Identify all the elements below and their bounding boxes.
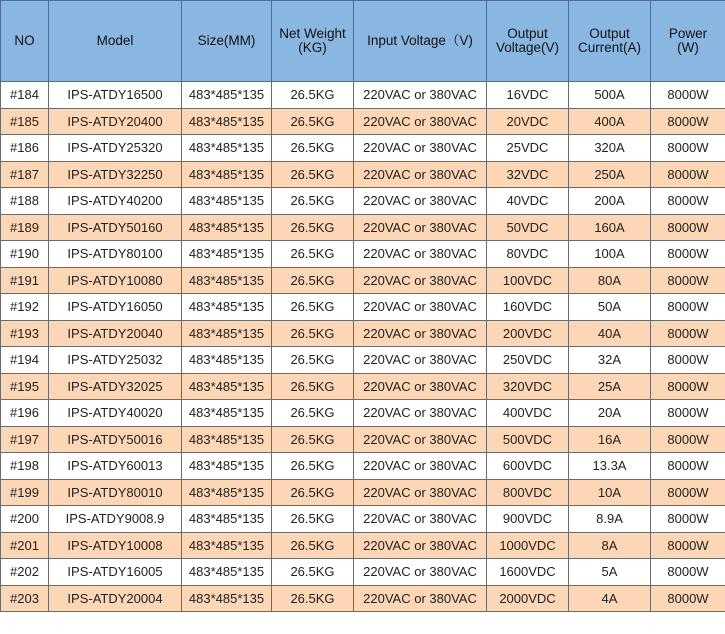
cell-model: IPS-ATDY20040: [49, 320, 182, 347]
cell-output-voltage: 16VDC: [487, 82, 569, 109]
cell-size: 483*485*135: [182, 532, 272, 559]
table-header-row: [1, 1, 725, 82]
cell-no: #193: [1, 320, 49, 347]
cell-output-current: 32A: [569, 347, 651, 374]
cell-power: 8000W: [651, 161, 725, 188]
cell-output-voltage: 25VDC: [487, 135, 569, 162]
header-model: [49, 1, 182, 82]
cell-input-voltage: 220VAC or 380VAC: [354, 294, 487, 321]
cell-output-voltage: 200VDC: [487, 320, 569, 347]
cell-output-current: 5A: [569, 559, 651, 586]
cell-model: IPS-ATDY25032: [49, 347, 182, 374]
cell-input-voltage: 220VAC or 380VAC: [354, 479, 487, 506]
table-row: [1, 320, 725, 347]
cell-no: #194: [1, 347, 49, 374]
cell-model: IPS-ATDY50016: [49, 426, 182, 453]
cell-power: 8000W: [651, 479, 725, 506]
cell-model: IPS-ATDY32250: [49, 161, 182, 188]
cell-output-current: 4A: [569, 585, 651, 612]
cell-input-voltage: 220VAC or 380VAC: [354, 267, 487, 294]
cell-output-voltage: 320VDC: [487, 373, 569, 400]
cell-net-weight: 26.5KG: [272, 108, 354, 135]
table-row: [1, 214, 725, 241]
cell-no: #197: [1, 426, 49, 453]
table-row: [1, 294, 725, 321]
cell-model: IPS-ATDY60013: [49, 453, 182, 480]
cell-net-weight: 26.5KG: [272, 82, 354, 109]
cell-no: #203: [1, 585, 49, 612]
cell-power: 8000W: [651, 585, 725, 612]
cell-size: 483*485*135: [182, 82, 272, 109]
cell-output-current: 250A: [569, 161, 651, 188]
cell-input-voltage: 220VAC or 380VAC: [354, 108, 487, 135]
cell-no: #201: [1, 532, 49, 559]
table-row: [1, 108, 725, 135]
cell-model: IPS-ATDY20004: [49, 585, 182, 612]
cell-power: 8000W: [651, 426, 725, 453]
cell-size: 483*485*135: [182, 559, 272, 586]
cell-size: 483*485*135: [182, 400, 272, 427]
cell-input-voltage: 220VAC or 380VAC: [354, 347, 487, 374]
cell-model: IPS-ATDY25320: [49, 135, 182, 162]
header-output-voltage-line-1: Output: [507, 26, 548, 41]
cell-input-voltage: 220VAC or 380VAC: [354, 82, 487, 109]
cell-output-voltage: 100VDC: [487, 267, 569, 294]
cell-size: 483*485*135: [182, 453, 272, 480]
cell-power: 8000W: [651, 453, 725, 480]
cell-size: 483*485*135: [182, 214, 272, 241]
cell-model: IPS-ATDY9008.9: [49, 506, 182, 533]
cell-output-current: 400A: [569, 108, 651, 135]
cell-output-current: 25A: [569, 373, 651, 400]
table-row: [1, 373, 725, 400]
cell-no: #190: [1, 241, 49, 268]
cell-power: 8000W: [651, 294, 725, 321]
cell-model: IPS-ATDY10008: [49, 532, 182, 559]
cell-net-weight: 26.5KG: [272, 479, 354, 506]
cell-input-voltage: 220VAC or 380VAC: [354, 559, 487, 586]
cell-input-voltage: 220VAC or 380VAC: [354, 135, 487, 162]
cell-power: 8000W: [651, 82, 725, 109]
table-row: [1, 188, 725, 215]
table-row: [1, 347, 725, 374]
table-row: [1, 267, 725, 294]
cell-output-current: 8A: [569, 532, 651, 559]
header-power-line-2: (W): [677, 40, 699, 55]
cell-model: IPS-ATDY16500: [49, 82, 182, 109]
cell-model: IPS-ATDY16005: [49, 559, 182, 586]
cell-output-voltage: 40VDC: [487, 188, 569, 215]
header-no: [1, 1, 49, 82]
cell-no: #191: [1, 267, 49, 294]
cell-net-weight: 26.5KG: [272, 241, 354, 268]
table-row: [1, 453, 725, 480]
cell-no: #200: [1, 506, 49, 533]
cell-output-current: 8.9A: [569, 506, 651, 533]
cell-net-weight: 26.5KG: [272, 188, 354, 215]
header-output-current-line-2: Current(A): [577, 40, 641, 55]
cell-output-voltage: 1600VDC: [487, 559, 569, 586]
cell-output-current: 20A: [569, 400, 651, 427]
cell-size: 483*485*135: [182, 347, 272, 374]
cell-net-weight: 26.5KG: [272, 559, 354, 586]
cell-net-weight: 26.5KG: [272, 453, 354, 480]
table-row: [1, 506, 725, 533]
cell-model: IPS-ATDY40200: [49, 188, 182, 215]
cell-output-current: 500A: [569, 82, 651, 109]
cell-net-weight: 26.5KG: [272, 426, 354, 453]
cell-power: 8000W: [651, 320, 725, 347]
cell-net-weight: 26.5KG: [272, 585, 354, 612]
cell-no: #195: [1, 373, 49, 400]
cell-power: 8000W: [651, 108, 725, 135]
cell-model: IPS-ATDY80010: [49, 479, 182, 506]
cell-input-voltage: 220VAC or 380VAC: [354, 506, 487, 533]
cell-input-voltage: 220VAC or 380VAC: [354, 373, 487, 400]
cell-no: #189: [1, 214, 49, 241]
cell-input-voltage: 220VAC or 380VAC: [354, 161, 487, 188]
header-no-line-1: NO: [14, 33, 35, 48]
cell-power: 8000W: [651, 506, 725, 533]
cell-output-voltage: 1000VDC: [487, 532, 569, 559]
header-power-line-1: Power: [668, 26, 708, 41]
cell-power: 8000W: [651, 241, 725, 268]
cell-output-voltage: 50VDC: [487, 214, 569, 241]
cell-model: IPS-ATDY20400: [49, 108, 182, 135]
cell-no: #192: [1, 294, 49, 321]
cell-input-voltage: 220VAC or 380VAC: [354, 453, 487, 480]
table-row: [1, 400, 725, 427]
table-row: [1, 82, 725, 109]
cell-output-current: 16A: [569, 426, 651, 453]
cell-net-weight: 26.5KG: [272, 267, 354, 294]
cell-size: 483*485*135: [182, 479, 272, 506]
cell-output-current: 100A: [569, 241, 651, 268]
cell-input-voltage: 220VAC or 380VAC: [354, 320, 487, 347]
table-body: [1, 82, 725, 612]
cell-net-weight: 26.5KG: [272, 400, 354, 427]
cell-no: #185: [1, 108, 49, 135]
table-row: [1, 532, 725, 559]
cell-power: 8000W: [651, 347, 725, 374]
table-row: [1, 135, 725, 162]
cell-model: IPS-ATDY80100: [49, 241, 182, 268]
cell-net-weight: 26.5KG: [272, 214, 354, 241]
header-net-weight-line-1: Net Weight: [279, 26, 346, 41]
header-input-voltage: [354, 1, 487, 82]
cell-output-voltage: 600VDC: [487, 453, 569, 480]
cell-output-current: 50A: [569, 294, 651, 321]
cell-no: #196: [1, 400, 49, 427]
header-model-line-1: Model: [96, 33, 134, 48]
cell-input-voltage: 220VAC or 380VAC: [354, 426, 487, 453]
header-output-current-line-1: Output: [589, 26, 630, 41]
cell-output-voltage: 800VDC: [487, 479, 569, 506]
cell-no: #188: [1, 188, 49, 215]
header-output-current: [569, 1, 651, 82]
cell-output-current: 160A: [569, 214, 651, 241]
cell-no: #184: [1, 82, 49, 109]
cell-no: #186: [1, 135, 49, 162]
cell-power: 8000W: [651, 188, 725, 215]
table-row: [1, 426, 725, 453]
header-size-line-1: Size(MM): [197, 33, 256, 48]
cell-net-weight: 26.5KG: [272, 135, 354, 162]
cell-net-weight: 26.5KG: [272, 532, 354, 559]
cell-input-voltage: 220VAC or 380VAC: [354, 585, 487, 612]
header-size: [182, 1, 272, 82]
table-row: [1, 241, 725, 268]
cell-input-voltage: 220VAC or 380VAC: [354, 532, 487, 559]
table-row: [1, 585, 725, 612]
cell-size: 483*485*135: [182, 161, 272, 188]
cell-size: 483*485*135: [182, 320, 272, 347]
cell-model: IPS-ATDY16050: [49, 294, 182, 321]
cell-output-voltage: 80VDC: [487, 241, 569, 268]
cell-no: #199: [1, 479, 49, 506]
cell-output-voltage: 500VDC: [487, 426, 569, 453]
header-power: [651, 1, 725, 82]
cell-power: 8000W: [651, 135, 725, 162]
cell-output-voltage: 900VDC: [487, 506, 569, 533]
table-row: [1, 161, 725, 188]
cell-model: IPS-ATDY32025: [49, 373, 182, 400]
cell-size: 483*485*135: [182, 188, 272, 215]
cell-power: 8000W: [651, 373, 725, 400]
header-input-voltage-line-1: Input Voltage（V): [367, 33, 473, 48]
header-output-voltage-line-2: Voltage(V): [495, 40, 560, 55]
cell-size: 483*485*135: [182, 108, 272, 135]
cell-size: 483*485*135: [182, 585, 272, 612]
cell-output-current: 40A: [569, 320, 651, 347]
cell-net-weight: 26.5KG: [272, 373, 354, 400]
cell-input-voltage: 220VAC or 380VAC: [354, 188, 487, 215]
cell-size: 483*485*135: [182, 267, 272, 294]
cell-output-voltage: 32VDC: [487, 161, 569, 188]
cell-model: IPS-ATDY10080: [49, 267, 182, 294]
header-output-voltage: [487, 1, 569, 82]
cell-input-voltage: 220VAC or 380VAC: [354, 214, 487, 241]
cell-net-weight: 26.5KG: [272, 294, 354, 321]
header-net-weight-line-2: (KG): [298, 40, 327, 55]
cell-size: 483*485*135: [182, 426, 272, 453]
table-row: [1, 559, 725, 586]
cell-size: 483*485*135: [182, 294, 272, 321]
cell-output-voltage: 20VDC: [487, 108, 569, 135]
header-net-weight: [272, 1, 354, 82]
cell-size: 483*485*135: [182, 506, 272, 533]
cell-size: 483*485*135: [182, 135, 272, 162]
cell-output-voltage: 400VDC: [487, 400, 569, 427]
cell-power: 8000W: [651, 400, 725, 427]
cell-input-voltage: 220VAC or 380VAC: [354, 400, 487, 427]
cell-input-voltage: 220VAC or 380VAC: [354, 241, 487, 268]
cell-no: #187: [1, 161, 49, 188]
cell-net-weight: 26.5KG: [272, 347, 354, 374]
cell-output-current: 13.3A: [569, 453, 651, 480]
cell-power: 8000W: [651, 532, 725, 559]
cell-no: #202: [1, 559, 49, 586]
cell-model: IPS-ATDY40020: [49, 400, 182, 427]
cell-output-current: 320A: [569, 135, 651, 162]
cell-power: 8000W: [651, 559, 725, 586]
cell-size: 483*485*135: [182, 241, 272, 268]
cell-power: 8000W: [651, 267, 725, 294]
cell-no: #198: [1, 453, 49, 480]
cell-power: 8000W: [651, 214, 725, 241]
cell-output-current: 10A: [569, 479, 651, 506]
table-row: [1, 479, 725, 506]
cell-model: IPS-ATDY50160: [49, 214, 182, 241]
cell-output-voltage: 160VDC: [487, 294, 569, 321]
cell-size: 483*485*135: [182, 373, 272, 400]
cell-net-weight: 26.5KG: [272, 320, 354, 347]
cell-output-voltage: 250VDC: [487, 347, 569, 374]
cell-output-current: 80A: [569, 267, 651, 294]
cell-output-voltage: 2000VDC: [487, 585, 569, 612]
cell-net-weight: 26.5KG: [272, 506, 354, 533]
cell-output-current: 200A: [569, 188, 651, 215]
cell-net-weight: 26.5KG: [272, 161, 354, 188]
